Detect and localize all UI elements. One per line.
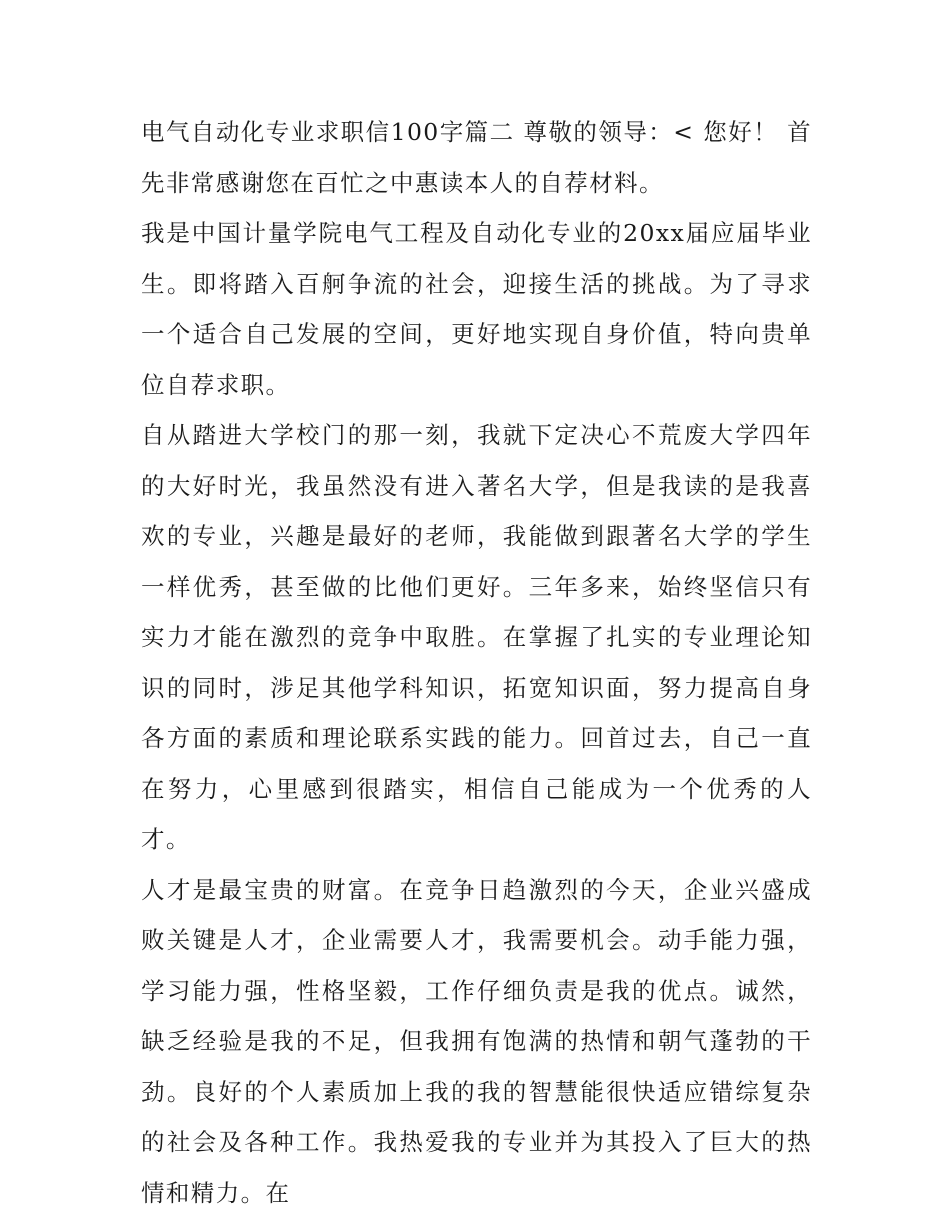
paragraph-self-introduction: 我是中国计量学院电气工程及自动化专业的20xx届应届毕业生。即将踏入百舸争流的社会，迎接生活的挑战。为了寻求一个适合自己发展的空间，更好地实现自身价值，特向贵单位自荐求职。	[141, 219, 812, 399]
paragraph-talent-and-strengths: 人才是最宝贵的财富。在竞争日趋激烈的今天，企业兴盛成败关键是人才，企业需要人才，我需要机会。动手能力强，学习能力强，性格坚毅，工作仔细负责是我的优点。诚然，缺乏经验是我的不足，但我拥有饱满的热情和朝气蓬勃的干劲。良好的个人素质加上我的我的智慧能很快适应错综复杂的社会及各种工作。我热爱我的专业并为其投入了巨大的热情和精力。在	[141, 875, 812, 1207]
paragraph-intro: 电气自动化专业求职信100字篇二 尊敬的领导：< 您好！ 首先非常感谢您在百忙之中惠读本人的自荐材料。	[141, 118, 812, 197]
paragraph-university-experience: 自从踏进大学校门的那一刻，我就下定决心不荒废大学四年的大好时光，我虽然没有进入著名大学，但是我读的是我喜欢的专业，兴趣是最好的老师，我能做到跟著名大学的学生一样优秀，甚至做的比他们更好。三年多来，始终坚信只有实力才能在激烈的竞争中取胜。在掌握了扎实的专业理论知识的同时，涉足其他学科知识，拓宽知识面，努力提高自身各方面的素质和理论联系实践的能力。回首过去，自己一直在努力，心里感到很踏实，相信自己能成为一个优秀的人才。	[141, 421, 812, 853]
